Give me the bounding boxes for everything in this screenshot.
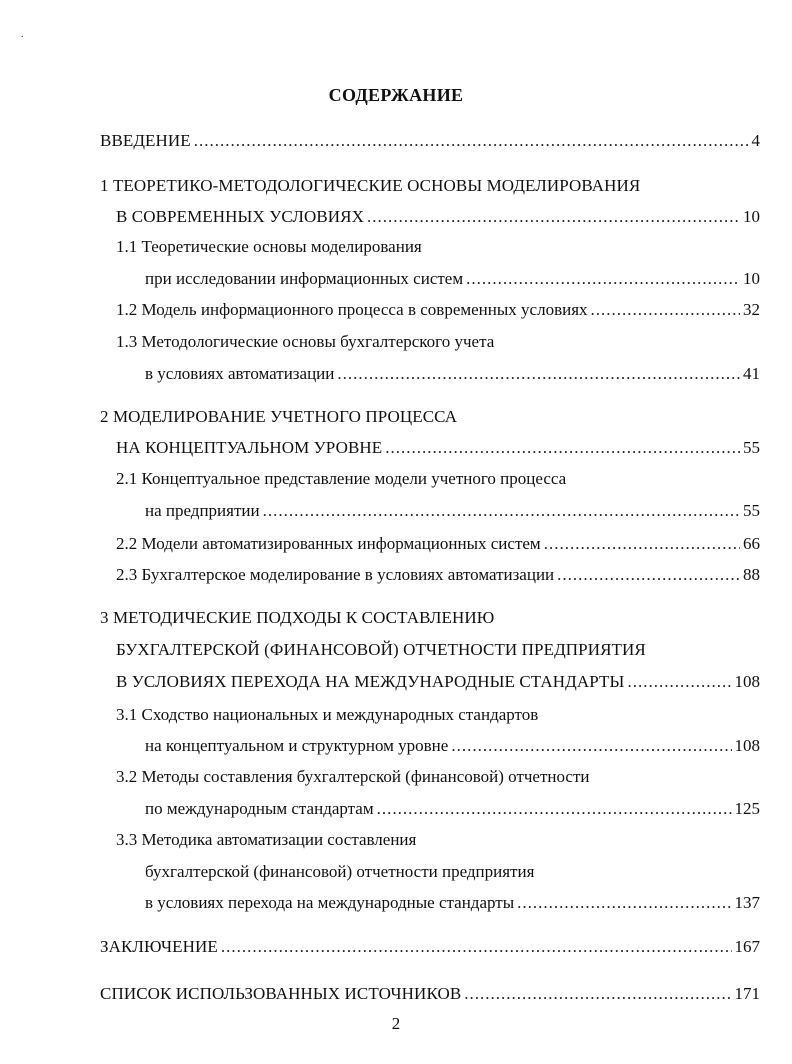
toc-label: 3.1 Сходство национальных и международных стандартов — [116, 705, 539, 724]
toc-page: 10 — [743, 269, 760, 288]
toc-page: 88 — [743, 565, 760, 584]
scan-speck: . — [21, 29, 24, 40]
toc-section-2-1-heading[interactable] — [0, 467, 792, 491]
toc-chapter-3[interactable] — [0, 670, 792, 694]
toc-label: ЗАКЛЮЧЕНИЕ — [100, 937, 218, 956]
toc-page: 171 — [734, 984, 760, 1003]
toc-label: в условиях автоматизации — [145, 364, 335, 383]
toc-section-3-3-heading[interactable] — [0, 828, 792, 852]
dot-leader — [263, 499, 740, 523]
toc-section-2-2[interactable] — [0, 532, 792, 556]
toc-page: 167 — [734, 937, 760, 956]
toc-page: 137 — [734, 893, 760, 912]
toc-label: 3.3 Методика автоматизации составления — [116, 830, 417, 849]
dot-leader — [221, 935, 732, 959]
toc-title: СОДЕРЖАНИЕ — [328, 85, 464, 105]
toc-label: 1.3 Методологические основы бухгалтерского учета — [116, 332, 495, 351]
toc-chapter-1-heading[interactable] — [0, 174, 792, 198]
toc-section-1-1-heading[interactable] — [0, 235, 792, 259]
toc-section-1-3[interactable] — [0, 362, 792, 386]
toc-section-3-2[interactable] — [0, 797, 792, 821]
toc-label: 2.3 Бухгалтерское моделирование в условиях автоматизации — [116, 565, 555, 584]
dot-leader — [367, 205, 740, 229]
toc-label: 1.2 Модель информационного процесса в современных условиях — [116, 300, 588, 319]
toc-page: 10 — [743, 207, 760, 226]
toc-entry-intro[interactable] — [0, 129, 792, 153]
toc-chapter-2-heading[interactable] — [0, 405, 792, 429]
toc-label: В УСЛОВИЯХ ПЕРЕХОДА НА МЕЖДУНАРОДНЫЕ СТАНДАРТЫ — [116, 672, 625, 691]
toc-page: 41 — [743, 364, 760, 383]
toc-chapter-2[interactable] — [0, 436, 792, 460]
dot-leader — [591, 298, 740, 322]
toc-section-3-1-heading[interactable] — [0, 703, 792, 727]
dot-leader — [557, 563, 740, 587]
toc-label: 2.1 Концептуальное представление модели учетного процесса — [116, 469, 567, 488]
toc-label: в условиях перехода на международные стандарты — [145, 893, 515, 912]
toc-page: 108 — [734, 736, 760, 755]
toc-page: 66 — [743, 534, 760, 553]
toc-label: 2 МОДЕЛИРОВАНИЕ УЧЕТНОГО ПРОЦЕССА — [100, 407, 458, 426]
toc-label: 2.2 Модели автоматизированных информационных систем — [116, 534, 541, 553]
toc-label: БУХГАЛТЕРСКОЙ (ФИНАНСОВОЙ) ОТЧЕТНОСТИ ПРЕДПРИЯТИЯ — [116, 640, 646, 659]
toc-label: СПИСОК ИСПОЛЬЗОВАННЫХ ИСТОЧНИКОВ — [100, 984, 462, 1003]
toc-section-1-3-heading[interactable] — [0, 330, 792, 354]
toc-section-2-3[interactable] — [0, 563, 792, 587]
toc-section-3-3[interactable] — [0, 891, 792, 915]
toc-page: 108 — [734, 672, 760, 691]
toc-section-1-1[interactable] — [0, 267, 792, 291]
toc-label: на предприятии — [145, 501, 260, 520]
toc-label: бухгалтерской (финансовой) отчетности предприятия — [145, 862, 535, 881]
dot-leader — [466, 267, 740, 291]
dot-leader — [451, 734, 731, 758]
toc-label: 3.2 Методы составления бухгалтерской (финансовой) отчетности — [116, 767, 590, 786]
toc-entry-references[interactable] — [0, 982, 792, 1006]
toc-section-1-2[interactable] — [0, 298, 792, 322]
toc-section-3-2-heading[interactable] — [0, 765, 792, 789]
toc-section-2-1[interactable] — [0, 499, 792, 523]
toc-page: 32 — [743, 300, 760, 319]
dot-leader — [377, 797, 732, 821]
dot-leader — [337, 362, 740, 386]
toc-entry-conclusion[interactable] — [0, 935, 792, 959]
toc-label: 1 ТЕОРЕТИКО-МЕТОДОЛОГИЧЕСКИЕ ОСНОВЫ МОДЕЛИРОВАНИЯ — [100, 176, 641, 195]
toc-label: 3 МЕТОДИЧЕСКИЕ ПОДХОДЫ К СОСТАВЛЕНИЮ — [100, 608, 495, 627]
toc-chapter-1[interactable] — [0, 205, 792, 229]
toc-section-3-3-heading-2[interactable] — [0, 860, 792, 884]
dot-leader — [464, 982, 731, 1006]
toc-label: на концептуальном и структурном уровне — [145, 736, 449, 755]
toc-page: 55 — [743, 438, 760, 457]
dot-leader — [627, 670, 731, 694]
toc-chapter-3-heading[interactable] — [0, 606, 792, 630]
toc-chapter-3-heading-2[interactable] — [0, 638, 792, 662]
toc-label: В СОВРЕМЕННЫХ УСЛОВИЯХ — [116, 207, 364, 226]
dot-leader — [385, 436, 740, 460]
toc-label: НА КОНЦЕПТУАЛЬНОМ УРОВНЕ — [116, 438, 383, 457]
toc-section-3-1[interactable] — [0, 734, 792, 758]
dot-leader — [194, 129, 749, 153]
toc-label: по международным стандартам — [145, 799, 374, 818]
dot-leader — [544, 532, 740, 556]
dot-leader — [517, 891, 731, 915]
toc-label: ВВЕДЕНИЕ — [100, 131, 191, 150]
toc-label: при исследовании информационных систем — [145, 269, 464, 288]
toc-label: 1.1 Теоретические основы моделирования — [116, 237, 422, 256]
toc-page: 55 — [743, 501, 760, 520]
toc-page: 125 — [734, 799, 760, 818]
page-number: 2 — [391, 1014, 401, 1033]
toc-page: 4 — [751, 131, 760, 150]
